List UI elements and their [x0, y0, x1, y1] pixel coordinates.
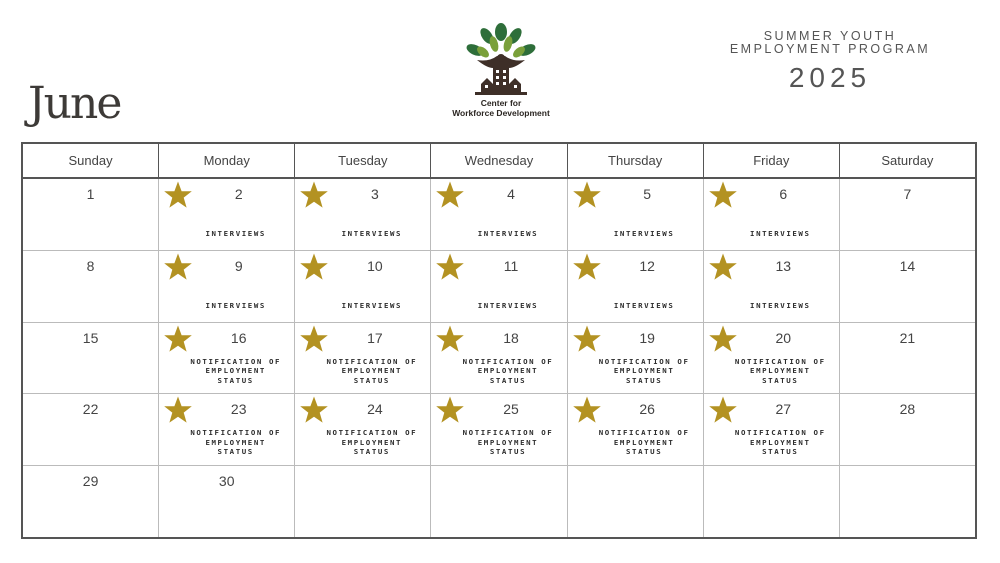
event-notification-line: STATUS — [353, 447, 390, 457]
day-number: 11 — [503, 257, 519, 274]
calendar-day — [840, 394, 975, 465]
event-notification-line: NOTIFICATION OF — [462, 428, 554, 438]
calendar-weeks — [23, 179, 975, 537]
event-notification-line: NOTIFICATION OF — [190, 428, 282, 438]
day-number: 15 — [82, 329, 99, 346]
weekday-thursday: Thursday — [568, 144, 704, 177]
day-number: 9 — [234, 257, 243, 274]
event-notification — [453, 428, 562, 457]
event-notification-line: EMPLOYMENT — [205, 366, 266, 376]
event-notification — [181, 428, 290, 457]
event-interviews: INTERVIEWS — [341, 229, 403, 238]
day-number: 23 — [230, 401, 247, 418]
event-notification-line: NOTIFICATION OF — [326, 428, 418, 438]
day-number: 6 — [779, 186, 788, 202]
tree-logo-icon — [461, 22, 541, 98]
calendar-day — [23, 179, 159, 250]
weekday-tuesday: Tuesday — [295, 144, 431, 177]
event-notification-line: STATUS — [489, 375, 527, 385]
calendar-day — [159, 179, 295, 250]
event-notification-line: STATUS — [489, 447, 527, 457]
calendar-day — [159, 394, 295, 465]
day-number: 14 — [899, 257, 916, 274]
event-notification-line: STATUS — [762, 447, 799, 457]
event-notification-line: EMPLOYMENT — [613, 366, 675, 376]
event-notification-line: STATUS — [353, 375, 390, 385]
day-number: 27 — [775, 401, 792, 418]
calendar-day — [23, 251, 159, 322]
calendar-day — [704, 251, 840, 322]
day-number: 13 — [775, 257, 792, 274]
event-notification — [726, 428, 835, 457]
calendar-day — [295, 323, 431, 394]
day-number: 20 — [775, 329, 792, 346]
event-notification — [726, 357, 835, 386]
day-number: 19 — [639, 329, 655, 346]
calendar-day — [568, 394, 704, 465]
month-title: June — [28, 78, 121, 129]
day-number: 12 — [639, 257, 655, 274]
weekday-saturday: Saturday — [881, 153, 934, 168]
day-number: 10 — [367, 257, 383, 274]
event-notification-line: STATUS — [762, 375, 799, 385]
event-notification-line: EMPLOYMENT — [477, 437, 539, 447]
event-interviews: INTERVIEWS — [205, 300, 266, 310]
event-notification-line: EMPLOYMENT — [205, 437, 266, 447]
calendar-day — [295, 251, 431, 322]
calendar-day — [568, 466, 704, 537]
event-interviews: INTERVIEWS — [205, 229, 266, 238]
calendar-day — [295, 466, 431, 537]
calendar-day — [840, 251, 975, 322]
logo — [440, 22, 562, 124]
event-notification — [181, 357, 290, 386]
event-notification-line: NOTIFICATION OF — [598, 356, 690, 366]
event-notification — [590, 428, 699, 457]
calendar-day — [159, 323, 295, 394]
logo-org-line2: Workforce Development — [452, 108, 550, 118]
day-number: 17 — [367, 329, 383, 346]
calendar-day — [840, 466, 975, 537]
program-year: 2025 — [788, 62, 872, 93]
event-notification-line: NOTIFICATION OF — [190, 356, 282, 366]
logo-org-line1: Center for — [480, 98, 522, 108]
day-number: 4 — [507, 186, 515, 202]
event-notification-line: EMPLOYMENT — [750, 437, 811, 447]
day-number: 1 — [86, 186, 95, 202]
event-notification-line: EMPLOYMENT — [750, 366, 811, 376]
day-number: 22 — [82, 401, 99, 418]
calendar-day — [704, 179, 840, 250]
weekday-monday: Monday — [159, 144, 295, 177]
day-number: 25 — [503, 401, 519, 418]
program-line1: SUMMER YOUTH — [763, 29, 897, 43]
calendar-day — [431, 323, 567, 394]
weekday-sunday: Sunday — [23, 144, 159, 177]
event-notification-line: EMPLOYMENT — [477, 366, 539, 376]
day-number: 18 — [503, 329, 519, 346]
calendar-grid — [21, 142, 977, 539]
program-heading — [712, 30, 948, 94]
calendar-day — [23, 323, 159, 394]
calendar-day — [840, 323, 975, 394]
calendar-day — [431, 179, 567, 250]
event-notification — [590, 357, 699, 386]
event-interviews: INTERVIEWS — [341, 300, 403, 310]
calendar-day — [23, 394, 159, 465]
calendar-week — [23, 466, 975, 537]
event-notification-line: STATUS — [625, 447, 663, 457]
calendar-day — [431, 466, 567, 537]
calendar-day — [159, 466, 295, 537]
calendar-day — [431, 251, 567, 322]
weekday-header — [23, 144, 975, 179]
program-line2: EMPLOYMENT PROGRAM — [729, 42, 931, 56]
event-notification-line: NOTIFICATION OF — [734, 356, 826, 366]
calendar-day — [704, 323, 840, 394]
event-interviews: INTERVIEWS — [750, 300, 811, 310]
event-notification — [317, 428, 426, 457]
calendar-week — [23, 394, 975, 466]
event-notification-line: EMPLOYMENT — [341, 366, 403, 376]
day-number: 29 — [82, 473, 99, 490]
day-number: 30 — [218, 473, 235, 490]
day-number: 8 — [86, 257, 95, 274]
day-number: 24 — [367, 401, 383, 418]
event-notification-line: NOTIFICATION OF — [734, 428, 826, 438]
day-number: 16 — [230, 329, 247, 346]
event-interviews: INTERVIEWS — [613, 300, 675, 310]
event-notification-line: NOTIFICATION OF — [462, 356, 554, 366]
calendar-day — [159, 251, 295, 322]
event-interviews: INTERVIEWS — [477, 229, 539, 238]
event-notification-line: STATUS — [217, 447, 254, 457]
day-number: 26 — [639, 401, 655, 418]
day-number: 3 — [370, 186, 379, 202]
event-notification-line: STATUS — [625, 375, 663, 385]
calendar-week — [23, 179, 975, 251]
calendar-day — [840, 179, 975, 250]
calendar-day — [704, 394, 840, 465]
event-notification — [317, 357, 426, 386]
calendar-day — [568, 179, 704, 250]
event-interviews: INTERVIEWS — [477, 300, 539, 310]
calendar-day — [568, 251, 704, 322]
event-notification-line: STATUS — [217, 375, 254, 385]
event-notification-line: NOTIFICATION OF — [326, 356, 418, 366]
calendar-day — [704, 466, 840, 537]
calendar-day — [568, 323, 704, 394]
day-number: 7 — [903, 186, 912, 202]
day-number: 28 — [899, 401, 916, 418]
event-notification-line: EMPLOYMENT — [613, 437, 675, 447]
calendar-day — [295, 179, 431, 250]
weekday-wednesday: Wednesday — [431, 144, 567, 177]
day-number: 5 — [643, 186, 652, 202]
calendar-week — [23, 323, 975, 395]
calendar-week — [23, 251, 975, 323]
weekday-friday: Friday — [704, 144, 840, 177]
calendar-day — [23, 466, 159, 537]
day-number: 21 — [899, 329, 916, 346]
event-interviews: INTERVIEWS — [750, 229, 811, 238]
event-notification-line: NOTIFICATION OF — [598, 428, 690, 438]
event-notification — [453, 357, 562, 386]
event-notification-line: EMPLOYMENT — [341, 437, 403, 447]
calendar-day — [295, 394, 431, 465]
day-number: 2 — [234, 186, 243, 202]
calendar-day — [431, 394, 567, 465]
event-interviews: INTERVIEWS — [613, 229, 675, 238]
